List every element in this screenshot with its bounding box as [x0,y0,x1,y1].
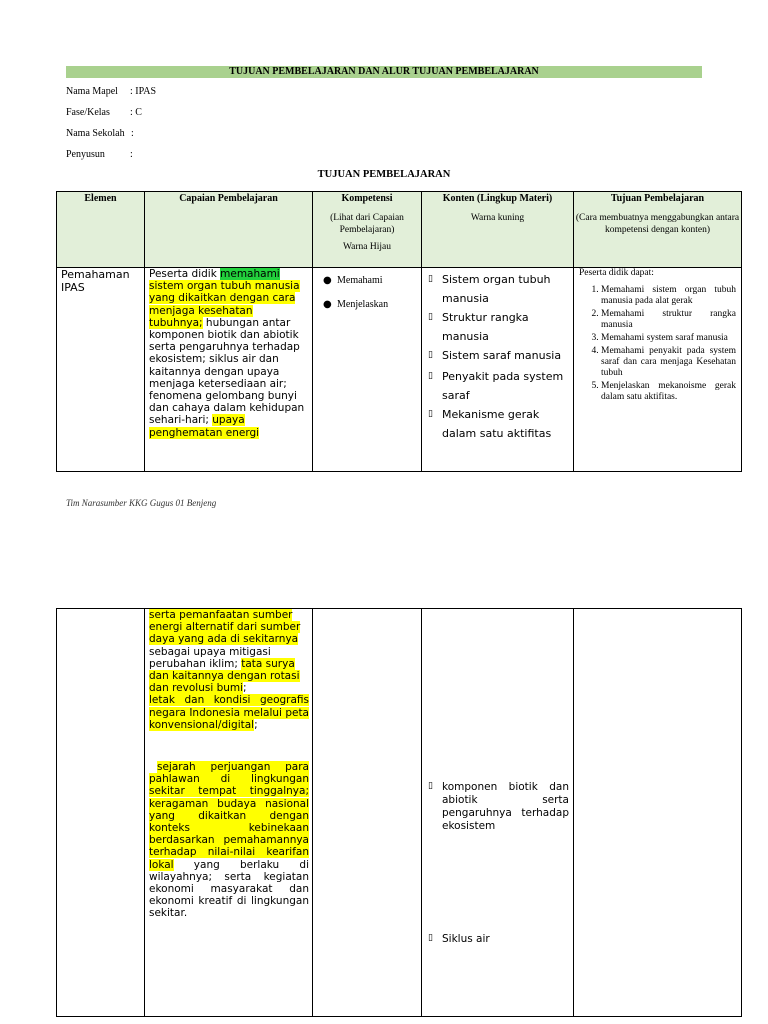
tujuan-list [579,285,741,403]
konten-item [428,346,573,365]
table-header-row [57,192,742,268]
cell-konten [422,609,574,1017]
missing-glyph-box-icon: ▯ [428,274,433,284]
konten-item [428,405,573,443]
cell-kompetensi [313,268,422,472]
meta-value: : IPAS [130,86,157,97]
meta-sekolah [66,128,134,140]
meta-label: Penyusun [66,149,105,160]
capaian-competence-highlight: memahami [220,268,280,280]
tp-table-continued [56,608,742,1017]
capaian-text: yang berlaku di wilayahnya; serta kegiatan ekonomi masyarakat dan ekonomi kreatif di lingkungan sekitar. [149,858,309,920]
capaian-content-highlight: sistem organ tubuh manusia yang dikaitkan dengan cara menjaga kesehatan tubuhnya; [149,280,300,329]
tujuan-item: 5. Menjelaskan mekanoisme gerak dalam satu aktifitas. [601,381,741,403]
missing-glyph-box-icon: ▯ [428,781,433,791]
meta-label: Nama Sekolah [66,128,125,139]
meta-fase [66,107,142,119]
tujuan-intro: Peserta didik dapat: [579,268,654,278]
missing-glyph-box-icon: ▯ [428,312,433,322]
cell-konten [422,268,574,472]
konten-label: komponen biotik dan abiotik serta pengaruhnya terhadap ekosistem [442,781,569,832]
capaian-text: ; [243,682,247,695]
header-konten [422,192,574,268]
cell-kompetensi [313,609,422,1017]
capaian-content-highlight: upaya penghematan energi [149,414,260,439]
cell-capaian [145,609,313,1017]
konten-item [428,367,573,405]
kompetensi-item [323,275,421,286]
capaian-text: hubungan antar komponen biotik dan abiotik serta pengaruhnya terhadap ekosistem; siklus air dan kaitannya dengan upaya menjaga ketersediaan air; fenomena gelombang bunyi dan cahaya dalam kehidupan sehari-hari; [149,316,305,427]
meta-value: : C [130,107,142,118]
header-subtext: (Lihat dari Capaian Pembelajaran) [330,213,404,235]
bullet-dot-icon: ● [323,275,332,286]
kompetensi-label: Menjelaskan [337,299,389,310]
header-text: Capaian Pembelajaran [179,193,278,204]
tp-table [56,191,742,472]
kompetensi-item [323,299,421,310]
meta-mapel [66,86,156,98]
header-elemen [57,192,145,268]
table-row [57,609,742,1017]
konten-label: Mekanisme gerak dalam satu aktifitas [442,408,552,440]
konten-label: Struktur rangka manusia [442,311,529,343]
capaian-content-highlight: sejarah perjuangan para pahlawan di lingkungan sekitar tempat tinggalnya; keragaman budaya nasional yang dikaitkan dengan konteks kebinekaan berdasarkan pemahamannya terhadap nilai-nilai kearifan lokal [149,761,309,871]
bullet-dot-icon: ● [323,299,332,310]
missing-glyph-box-icon: ▯ [428,350,433,360]
header-text: Konten (Lingkup Materi) [442,193,553,204]
capaian-content-highlight: serta pemanfaatan sumber energi alternatif dari sumber daya yang ada di sekitarnya [149,609,301,646]
tujuan-item: 4. Memahami penyakit pada system saraf dan cara menjaga Kesehatan tubuh [601,346,741,379]
cell-capaian [145,268,313,472]
header-subtext: (Cara membuatnya menggabungkan antara kompetensi dengan konten) [575,213,740,235]
cell-elemen [57,268,145,472]
meta-label: Fase/Kelas [66,107,110,118]
missing-glyph-box-icon: ▯ [428,371,433,381]
konten-item [428,270,573,308]
kompetensi-label: Memahami [337,275,383,286]
konten-label: Siklus air [442,933,490,945]
missing-glyph-box-icon: ▯ [428,933,433,943]
document-title: TUJUAN PEMBELAJARAN DAN ALUR TUJUAN PEMBELAJARAN [66,66,702,78]
tujuan-item: 3. Memahami system saraf manusia [601,333,741,344]
header-capaian [145,192,313,268]
capaian-text: Peserta didik [149,268,221,280]
footer-credit: Tim Narasumber KKG Gugus 01 Benjeng [66,498,217,508]
capaian-content-highlight: tata surya dan kaitannya dengan rotasi dan revolusi bumi [149,657,300,695]
capaian-text: sebagai upaya mitigasi perubahan iklim; [149,645,271,670]
cell-tujuan [574,268,742,472]
capaian-content-highlight: letak dan kondisi geografis negara Indonesia melalui peta konvensional/digital [149,694,309,731]
meta-label: Nama Mapel [66,86,118,97]
konten-label: Penyakit pada system saraf [442,370,564,402]
konten-label: Sistem saraf manusia [442,349,562,362]
header-tujuan [574,192,742,268]
missing-glyph-box-icon: ▯ [428,409,433,419]
konten-item [422,781,573,833]
table-row [57,268,742,472]
meta-value: : [130,149,133,160]
cell-tujuan [574,609,742,1017]
tujuan-item: 2. Memahami struktur rangka manusia [601,309,741,331]
header-text: Elemen [84,193,117,204]
tujuan-item: 1. Memahami sistem organ tubuh manusia pada alat gerak [601,285,741,307]
capaian-text: ; [254,718,258,731]
header-color-note: Warna Hijau [342,242,392,252]
header-text: Kompetensi [341,193,393,204]
meta-penyusun [66,149,133,161]
meta-value: : [131,128,134,139]
header-color-note: Warna kuning [470,213,525,223]
header-text: Tujuan Pembelajaran [610,193,705,204]
header-kompetensi [313,192,422,268]
section-title: TUJUAN PEMBELAJARAN [317,169,451,180]
konten-label: Sistem organ tubuh manusia [442,273,551,305]
konten-item [422,933,573,945]
cell-elemen [57,609,145,1017]
konten-item [428,308,573,346]
elemen-text: Pemahaman IPAS [61,268,130,294]
